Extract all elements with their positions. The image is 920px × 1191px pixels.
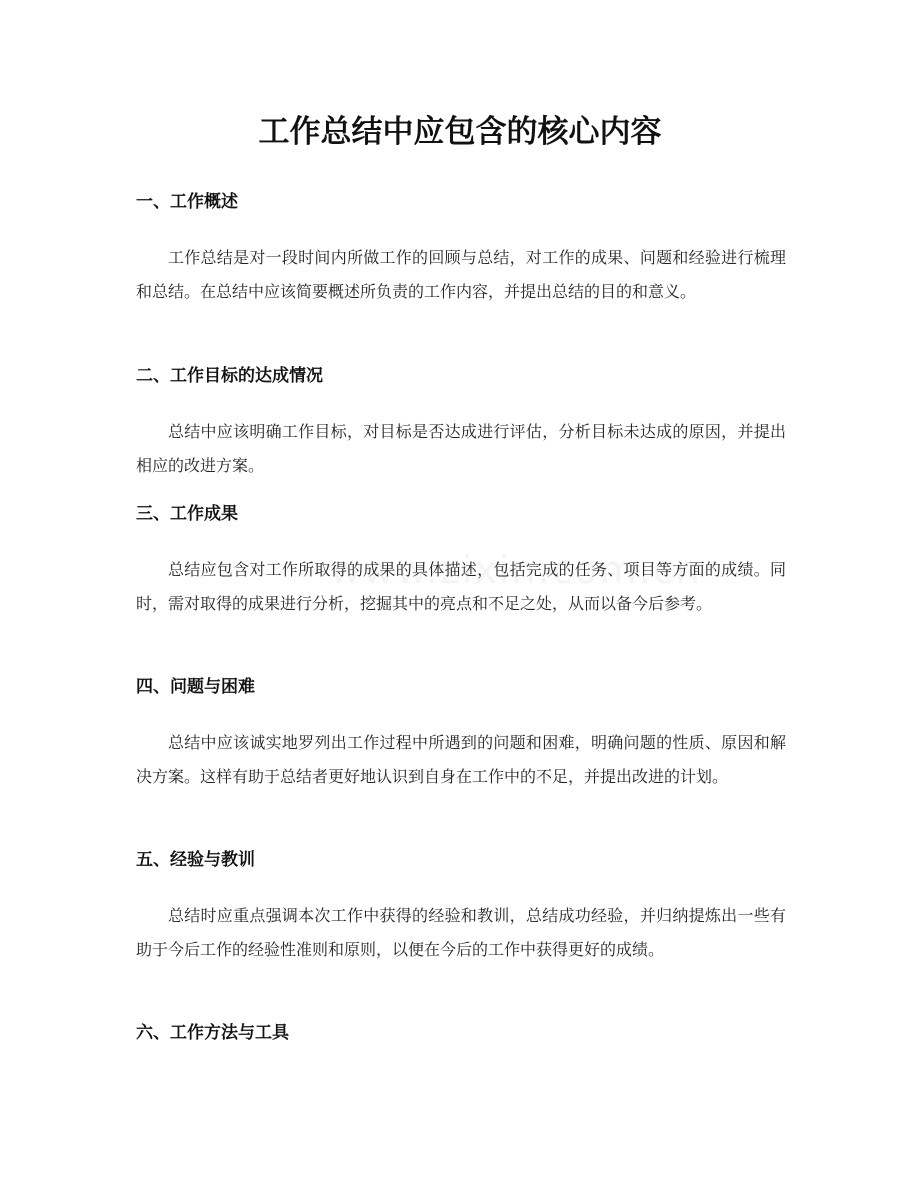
section-body: 总结时应重点强调本次工作中获得的经验和教训，总结成功经验，并归纳提炼出一些有助于今后工作的经验性准则和原则，以便在今后的工作中获得更好的成绩。	[136, 906, 786, 959]
section-body: 工作总结是对一段时间内所做工作的回顾与总结，对工作的成果、问题和经验进行梳理和总结。在总结中应该简要概述所负责的工作内容，并提出总结的目的和意义。	[136, 248, 786, 301]
section-heading: 一、工作概述	[136, 192, 238, 212]
section-heading: 二、工作目标的达成情况	[136, 366, 323, 386]
section-body: 总结应包含对工作所取得的成果的具体描述，包括完成的任务、项目等方面的成绩。同时，需对取得的成果进行分析，挖掘其中的亮点和不足之处，从而以备今后参考。	[136, 560, 786, 613]
section-body: 总结中应该诚实地罗列出工作过程中所遇到的问题和困难，明确问题的性质、原因和解决方案。这样有助于总结者更好地认识到自身在工作中的不足，并提出改进的计划。	[136, 733, 786, 786]
section-body: 总结中应该明确工作目标，对目标是否达成进行评估，分析目标未达成的原因，并提出相应的改进方案。	[136, 422, 786, 475]
section-heading: 五、经验与教训	[136, 850, 255, 870]
section-lessons	[136, 846, 786, 967]
section-results	[136, 500, 786, 621]
section-heading: 四、问题与困难	[136, 677, 255, 697]
section-heading: 三、工作成果	[136, 504, 238, 524]
document-title: 工作总结中应包含的核心内容	[258, 114, 662, 150]
section-methods	[136, 1019, 786, 1047]
section-overview	[136, 188, 786, 309]
section-problems	[136, 673, 786, 794]
section-heading: 六、工作方法与工具	[136, 1023, 289, 1043]
section-goals	[136, 362, 786, 483]
